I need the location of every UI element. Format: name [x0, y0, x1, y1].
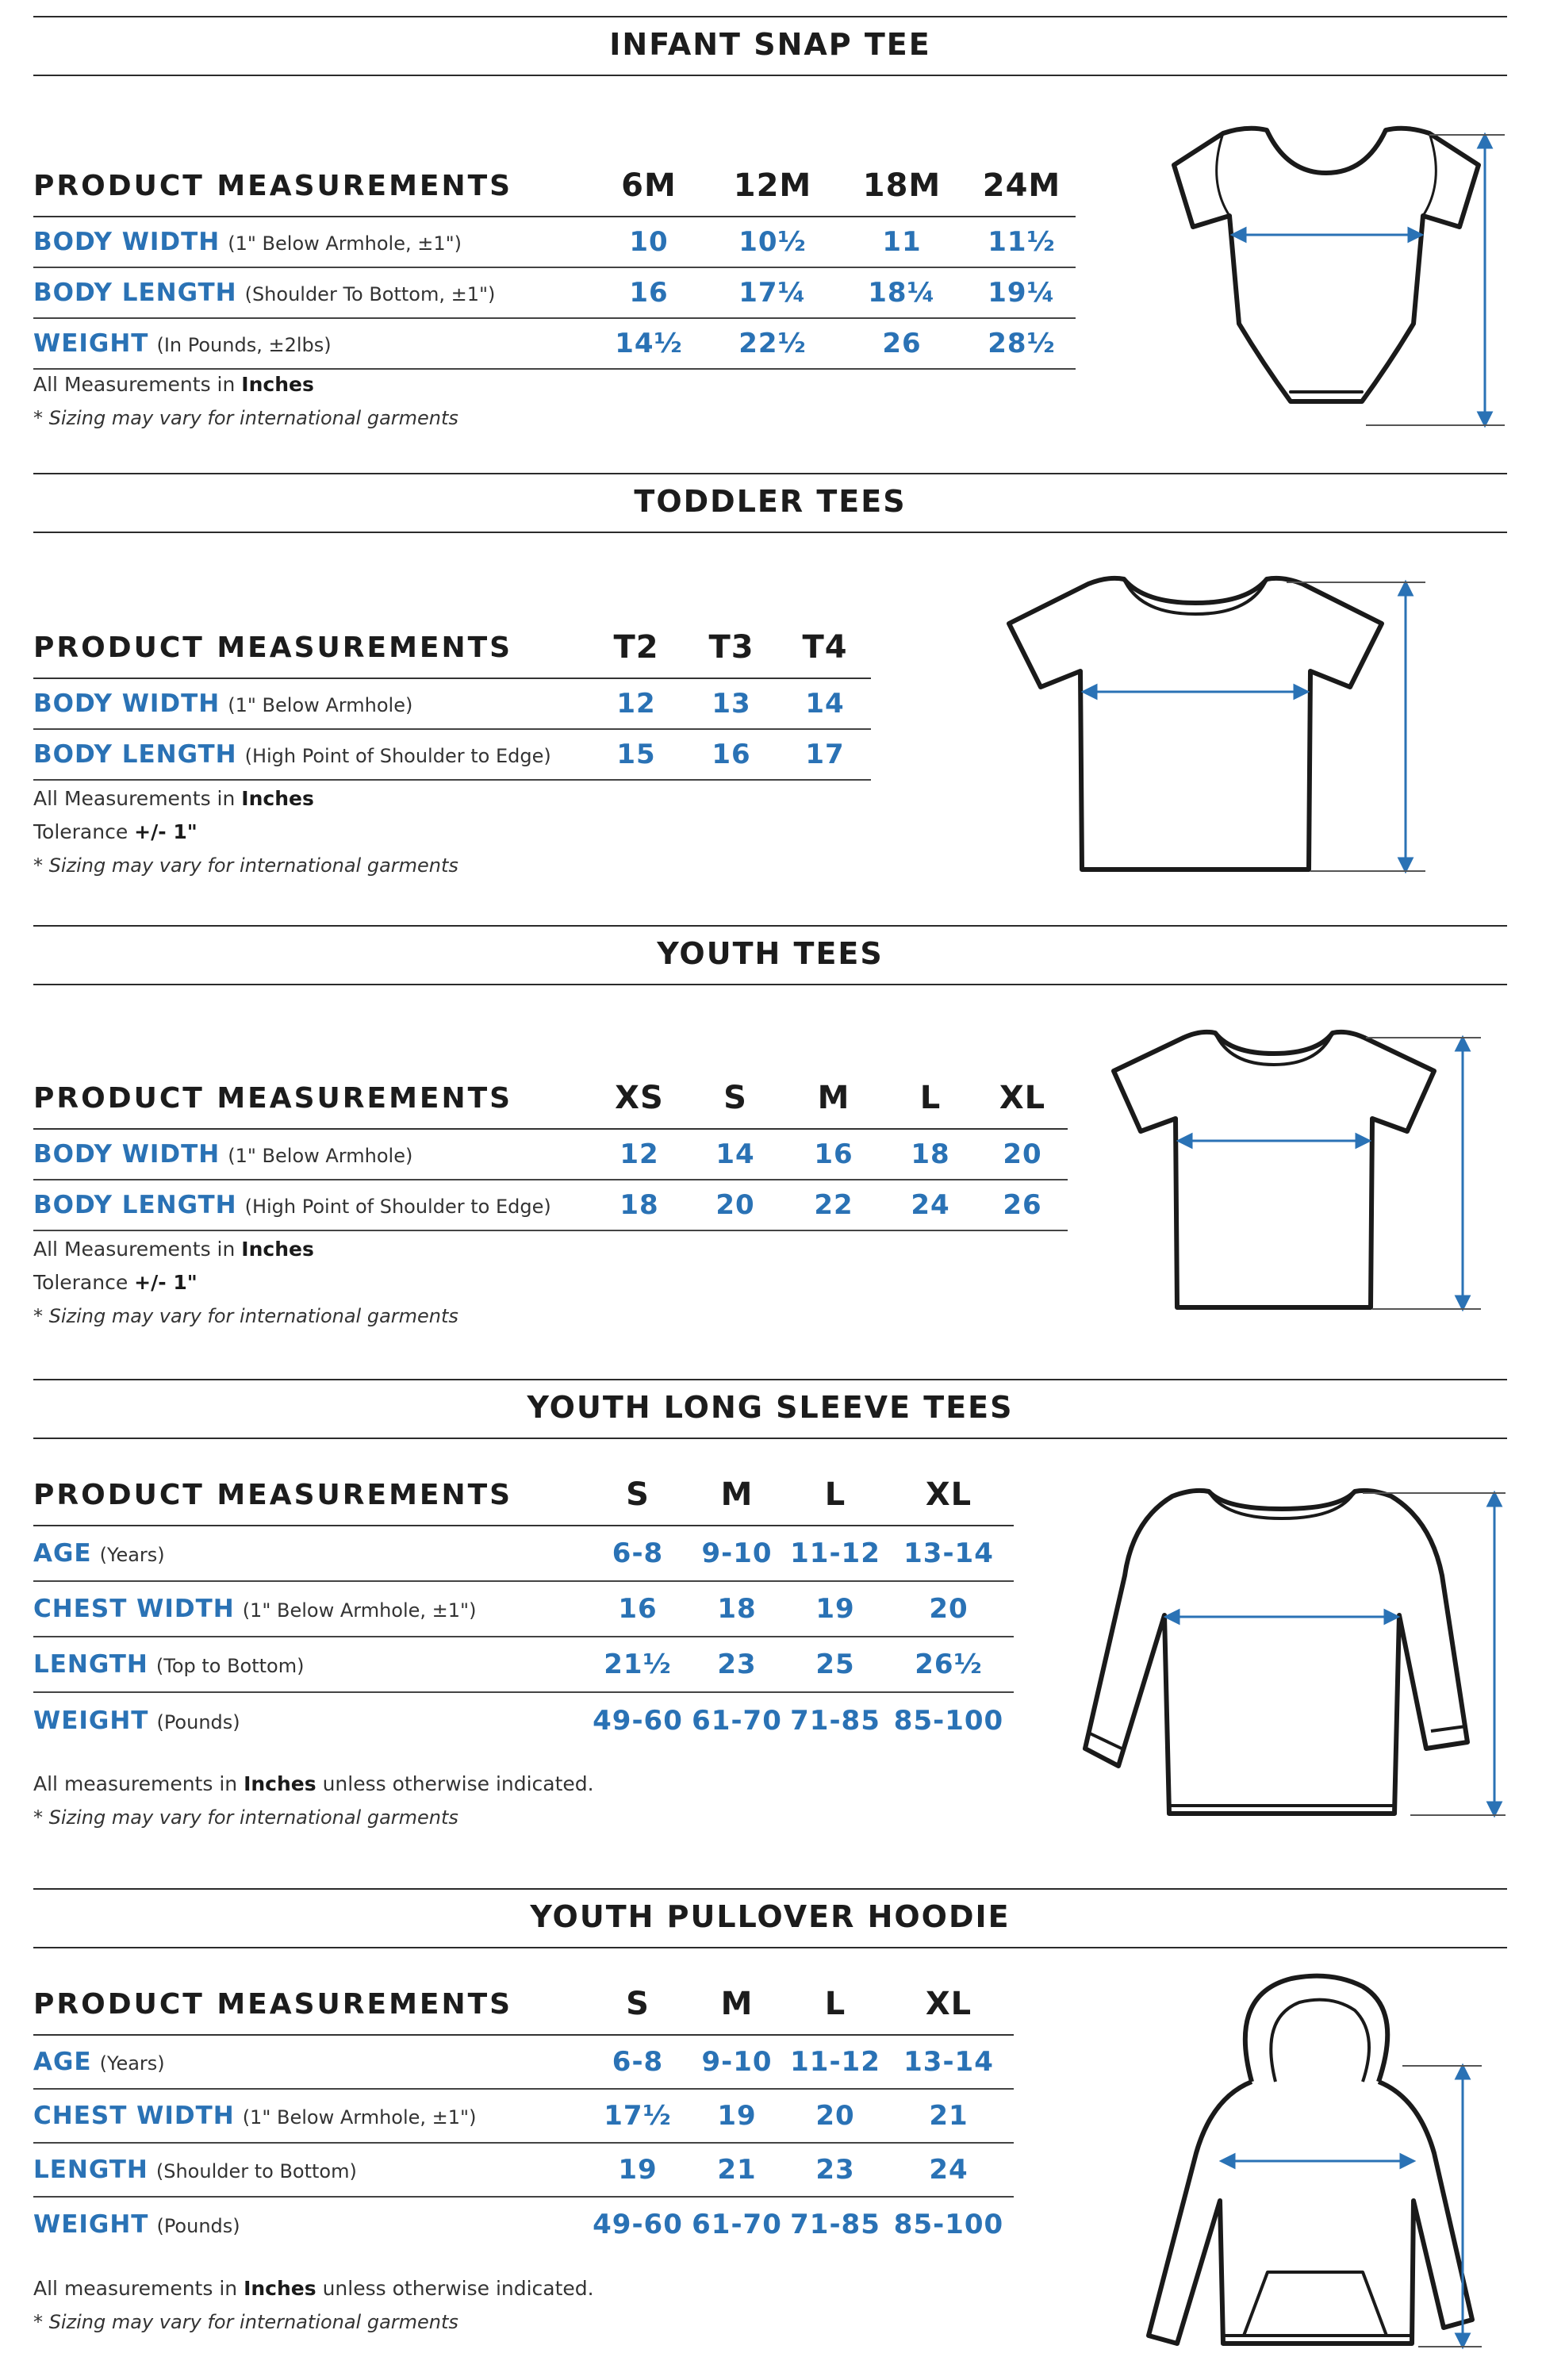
size-header: S — [687, 1068, 784, 1129]
value-cell: 19¼ — [968, 267, 1076, 318]
value-cell: 11 — [836, 217, 968, 267]
value-cell: 18 — [687, 1581, 787, 1637]
row-label-cell — [33, 1637, 589, 1692]
table-row — [33, 1692, 1014, 1748]
table-row — [33, 267, 1076, 318]
header-label: PRODUCT MEASUREMENTS — [33, 155, 589, 217]
row-label-cell — [33, 217, 589, 267]
row-label-cell — [33, 1180, 592, 1230]
row-label-cell — [33, 318, 589, 369]
size-header: 6M — [589, 155, 709, 217]
row-name: BODY LENGTH — [33, 740, 237, 769]
notes-block — [33, 1768, 594, 1834]
row-name: WEIGHT — [33, 2209, 149, 2239]
notes-block — [33, 1233, 458, 1333]
row-name: WEIGHT — [33, 329, 149, 358]
size-header: L — [787, 1974, 884, 2035]
row-label-cell — [33, 2197, 589, 2251]
table-row — [33, 2197, 1014, 2251]
value-cell: 19 — [589, 2143, 687, 2197]
value-cell: 24 — [884, 2143, 1014, 2197]
section-infant-snap-tee — [33, 16, 1507, 460]
row-note: (1" Below Armhole, ±1") — [242, 2106, 477, 2129]
value-cell: 18 — [884, 1129, 977, 1180]
size-header: T4 — [779, 617, 871, 678]
row-name: BODY LENGTH — [33, 278, 237, 307]
value-cell: 49-60 — [593, 2208, 683, 2240]
row-note: (1" Below Armhole, ±1") — [228, 232, 462, 255]
row-label-cell — [33, 678, 589, 729]
value-cell: 11½ — [968, 217, 1076, 267]
units-note: All Measurements in Inches — [33, 787, 314, 810]
row-note: (Top to Bottom) — [155, 1655, 305, 1677]
sizing-disclaimer: * Sizing may vary for international garments — [33, 1305, 458, 1327]
value-cell: 20 — [884, 1581, 1014, 1637]
size-header: T3 — [684, 617, 779, 678]
measurements-table — [33, 1464, 1014, 1748]
size-header: S — [589, 1464, 687, 1526]
row-note: (Years) — [99, 1544, 165, 1566]
value-cell: 11-12 — [787, 1526, 884, 1581]
size-header: M — [687, 1974, 787, 2035]
section-title: YOUTH TEES — [657, 936, 884, 971]
row-note: (Shoulder To Bottom, ±1") — [244, 283, 496, 305]
measurements-table — [33, 1974, 1014, 2251]
notes-block — [33, 782, 458, 882]
section-top-rule — [33, 16, 1507, 17]
sizing-disclaimer: * Sizing may vary for international garments — [33, 407, 458, 429]
value-cell: 21½ — [589, 1637, 687, 1692]
value-cell: 20 — [977, 1129, 1068, 1180]
row-name: AGE — [33, 2048, 92, 2076]
size-header: 24M — [968, 155, 1076, 217]
section-top-rule — [33, 473, 1507, 474]
section-youth-long-sleeve-tees — [33, 1379, 1507, 1871]
table-row — [33, 1637, 1014, 1692]
size-header: 18M — [836, 155, 968, 217]
value-cell: 16 — [784, 1129, 884, 1180]
section-bottom-rule — [33, 984, 1507, 985]
value-cell: 17½ — [589, 2089, 687, 2143]
value-cell: 26 — [977, 1180, 1068, 1230]
section-bottom-rule — [33, 1947, 1507, 1948]
value-cell: 13-14 — [884, 1526, 1014, 1581]
units-note: All Measurements in Inches — [33, 373, 314, 396]
value-cell: 9-10 — [687, 2035, 787, 2089]
value-cell: 71-85 — [790, 1704, 880, 1737]
value-cell: 18¼ — [836, 267, 968, 318]
table-row — [33, 2143, 1014, 2197]
value-cell: 19 — [687, 2089, 787, 2143]
value-cell: 14½ — [589, 318, 709, 369]
tolerance-note: Tolerance +/- 1" — [33, 1271, 198, 1294]
sizing-disclaimer: * Sizing may vary for international garments — [33, 2311, 458, 2333]
row-name: CHEST WIDTH — [33, 1595, 235, 1623]
size-header: M — [784, 1068, 884, 1129]
row-label-cell — [33, 1692, 589, 1748]
value-cell: 71-85 — [790, 2208, 880, 2240]
section-title: INFANT SNAP TEE — [609, 27, 931, 62]
row-label-cell — [33, 1581, 589, 1637]
value-cell: 11-12 — [787, 2035, 884, 2089]
row-note: (Shoulder to Bottom) — [155, 2160, 357, 2182]
table-header-row — [33, 1068, 1068, 1129]
value-cell: 22 — [784, 1180, 884, 1230]
table-row — [33, 1129, 1068, 1180]
table-row — [33, 318, 1076, 369]
size-header: XL — [884, 1974, 1014, 2035]
row-note: (Years) — [99, 2052, 165, 2075]
value-cell: 20 — [787, 2089, 884, 2143]
section-title: YOUTH LONG SLEEVE TEES — [527, 1390, 1014, 1425]
row-label-cell — [33, 267, 589, 318]
row-label-cell — [33, 2089, 589, 2143]
tshirt-icon — [993, 568, 1437, 885]
row-name: WEIGHT — [33, 1706, 149, 1735]
section-top-rule — [33, 925, 1507, 927]
row-label-cell — [33, 1129, 592, 1180]
row-note: (1" Below Armhole) — [228, 1145, 413, 1167]
tshirt-icon — [1104, 1020, 1493, 1322]
row-note: (1" Below Armhole, ±1") — [242, 1599, 477, 1622]
sizing-disclaimer: * Sizing may vary for international garments — [33, 1806, 458, 1829]
value-cell: 21 — [884, 2089, 1014, 2143]
value-cell: 61-70 — [692, 2208, 782, 2240]
notes-block — [33, 368, 458, 435]
table-header-row — [33, 155, 1076, 217]
table-row — [33, 2035, 1014, 2089]
value-cell: 12 — [592, 1129, 687, 1180]
value-cell: 25 — [787, 1637, 884, 1692]
units-note: All measurements in Inches unless otherwise indicated. — [33, 2277, 594, 2300]
value-cell: 85-100 — [893, 2208, 1004, 2240]
section-bottom-rule — [33, 532, 1507, 533]
row-name: AGE — [33, 1539, 92, 1568]
row-name: CHEST WIDTH — [33, 2102, 235, 2130]
row-name: BODY WIDTH — [33, 1140, 221, 1169]
row-label-cell — [33, 1526, 589, 1581]
sizing-disclaimer: * Sizing may vary for international garments — [33, 854, 458, 877]
value-cell: 14 — [687, 1129, 784, 1180]
value-cell: 13 — [684, 678, 779, 729]
row-name: BODY WIDTH — [33, 228, 221, 256]
value-cell: 22½ — [709, 318, 836, 369]
section-youth-pullover-hoodie — [33, 1888, 1507, 2372]
value-cell: 21 — [687, 2143, 787, 2197]
value-cell: 15 — [589, 729, 684, 780]
size-header: S — [589, 1974, 687, 2035]
row-name: LENGTH — [33, 2155, 148, 2184]
size-header: M — [687, 1464, 787, 1526]
value-cell: 6-8 — [589, 2035, 687, 2089]
value-cell: 10 — [589, 217, 709, 267]
value-cell: 19 — [787, 1581, 884, 1637]
value-cell: 16 — [684, 729, 779, 780]
size-header: XL — [884, 1464, 1014, 1526]
header-label: PRODUCT MEASUREMENTS — [33, 1068, 592, 1129]
row-note: (Pounds) — [156, 1710, 240, 1733]
table-header-row — [33, 1464, 1014, 1526]
row-note: (Pounds) — [156, 2214, 240, 2237]
table-header-row — [33, 617, 871, 678]
value-cell: 9-10 — [687, 1526, 787, 1581]
value-cell: 18 — [592, 1180, 687, 1230]
notes-block — [33, 2272, 594, 2339]
row-label-cell — [33, 2035, 589, 2089]
section-toddler-tees — [33, 473, 1507, 917]
tolerance-note: Tolerance +/- 1" — [33, 820, 198, 843]
long-sleeve-shirt-icon — [1077, 1480, 1506, 1829]
table-row — [33, 217, 1076, 267]
measurements-table — [33, 1068, 1068, 1231]
value-cell: 23 — [687, 1637, 787, 1692]
row-name: LENGTH — [33, 1650, 148, 1679]
table-row — [33, 1180, 1068, 1230]
size-header: XS — [592, 1068, 687, 1129]
value-cell: 49-60 — [593, 1704, 683, 1737]
row-name: BODY LENGTH — [33, 1191, 237, 1219]
section-title: YOUTH PULLOVER HOODIE — [530, 1899, 1011, 1934]
value-cell: 13-14 — [884, 2035, 1014, 2089]
value-cell: 6-8 — [589, 1526, 687, 1581]
row-note: (High Point of Shoulder to Edge) — [244, 745, 551, 767]
measurements-table — [33, 617, 871, 781]
measurements-table — [33, 155, 1076, 370]
table-row — [33, 729, 871, 780]
value-cell: 61-70 — [692, 1704, 782, 1737]
value-cell: 23 — [787, 2143, 884, 2197]
row-name: BODY WIDTH — [33, 689, 221, 718]
infant-onesie-icon — [1128, 102, 1509, 435]
size-header: T2 — [589, 617, 684, 678]
section-title: TODDLER TEES — [634, 484, 907, 519]
table-row — [33, 2089, 1014, 2143]
table-row — [33, 678, 871, 729]
value-cell: 16 — [589, 267, 709, 318]
value-cell: 26 — [836, 318, 968, 369]
header-label: PRODUCT MEASUREMENTS — [33, 617, 589, 678]
size-header: XL — [977, 1068, 1068, 1129]
row-label-cell — [33, 2143, 589, 2197]
header-label: PRODUCT MEASUREMENTS — [33, 1974, 589, 2035]
section-bottom-rule — [33, 75, 1507, 76]
value-cell: 28½ — [968, 318, 1076, 369]
row-note: (1" Below Armhole) — [228, 694, 413, 716]
value-cell: 24 — [884, 1180, 977, 1230]
row-note: (High Point of Shoulder to Edge) — [244, 1196, 551, 1218]
value-cell: 26½ — [884, 1637, 1014, 1692]
units-note: All Measurements in Inches — [33, 1238, 314, 1261]
value-cell: 12 — [589, 678, 684, 729]
table-row — [33, 1581, 1014, 1637]
units-note: All measurements in Inches unless otherwise indicated. — [33, 1772, 594, 1795]
row-note: (In Pounds, ±2lbs) — [156, 334, 332, 356]
value-cell: 85-100 — [893, 1704, 1004, 1737]
section-top-rule — [33, 1888, 1507, 1890]
hoodie-icon — [1133, 1963, 1490, 2359]
section-bottom-rule — [33, 1438, 1507, 1439]
value-cell: 20 — [687, 1180, 784, 1230]
size-header: L — [787, 1464, 884, 1526]
value-cell: 14 — [779, 678, 871, 729]
size-header: 12M — [709, 155, 836, 217]
section-youth-tees — [33, 925, 1507, 1369]
value-cell: 16 — [589, 1581, 687, 1637]
value-cell: 10½ — [709, 217, 836, 267]
row-label-cell — [33, 729, 589, 780]
table-header-row — [33, 1974, 1014, 2035]
size-header: L — [884, 1068, 977, 1129]
header-label: PRODUCT MEASUREMENTS — [33, 1464, 589, 1526]
value-cell: 17 — [779, 729, 871, 780]
section-top-rule — [33, 1379, 1507, 1380]
table-row — [33, 1526, 1014, 1581]
value-cell: 17¼ — [709, 267, 836, 318]
